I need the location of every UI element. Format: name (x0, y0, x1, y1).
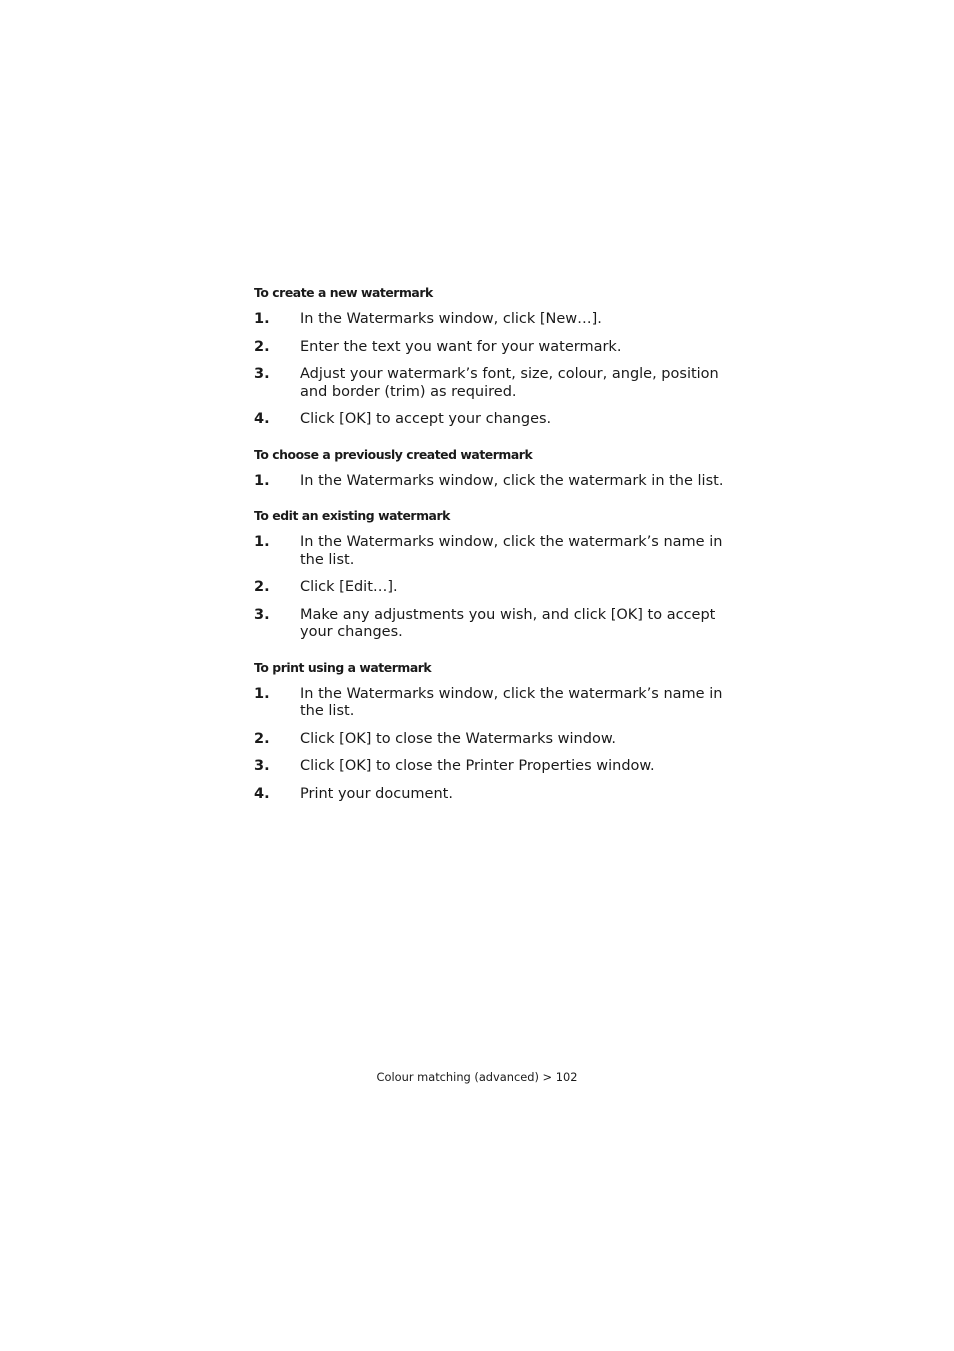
step-number: 3. (254, 366, 270, 382)
list-item (254, 579, 724, 597)
page-footer: Colour matching (advanced) > 102 (376, 1070, 578, 1084)
step-list (254, 311, 724, 429)
section-choose-watermark (254, 446, 724, 491)
section-edit-watermark (254, 507, 724, 642)
step-number: 3. (254, 606, 270, 623)
step-number: 3. (254, 758, 270, 774)
list-item (254, 311, 724, 329)
list-item (254, 758, 724, 776)
step-text: Click [OK] to close the Watermarks window. (300, 730, 616, 747)
step-number: 2. (254, 338, 270, 355)
step-list (254, 534, 724, 642)
list-item (254, 473, 724, 491)
list-item (254, 786, 724, 804)
step-number: 1. (254, 311, 270, 327)
list-item (254, 339, 724, 357)
step-text: In the Watermarks window, click the watermark’s name in the list. (300, 685, 723, 719)
list-item (254, 366, 724, 401)
step-text: Enter the text you want for your watermark. (300, 338, 622, 355)
step-number: 1. (254, 685, 270, 702)
step-number: 2. (254, 579, 270, 595)
list-item (254, 607, 724, 642)
list-item (254, 686, 724, 721)
list-item (254, 411, 724, 429)
step-text: In the Watermarks window, click the watermark in the list. (300, 472, 724, 489)
step-number: 1. (254, 472, 270, 489)
section-heading: To create a new watermark (254, 285, 433, 300)
step-text: Click [OK] to close the Printer Properties window. (300, 758, 655, 774)
section-create-watermark (254, 284, 724, 429)
page-content (254, 284, 724, 820)
step-text: Click [OK] to accept your changes. (300, 411, 552, 427)
step-number: 2. (254, 730, 270, 747)
step-text: Make any adjustments you wish, and click [OK] to accept your changes. (300, 606, 716, 640)
step-number: 4. (254, 785, 270, 802)
list-item (254, 731, 724, 749)
step-text: Adjust your watermark’s font, size, colour, angle, position and border (trim) as required. (300, 366, 719, 400)
step-list (254, 473, 724, 491)
step-text: In the Watermarks window, click [New…]. (300, 311, 602, 327)
section-heading: To print using a watermark (254, 659, 432, 675)
list-item (254, 534, 724, 569)
step-number: 4. (254, 411, 270, 427)
section-print-watermark (254, 659, 724, 804)
step-text: Click [Edit…]. (300, 579, 398, 595)
step-list (254, 686, 724, 804)
step-number: 1. (254, 534, 270, 550)
step-text: In the Watermarks window, click the watermark’s name in the list. (300, 534, 723, 568)
step-text: Print your document. (300, 785, 453, 802)
section-heading: To edit an existing watermark (254, 508, 450, 523)
section-heading: To choose a previously created watermark (254, 446, 533, 462)
